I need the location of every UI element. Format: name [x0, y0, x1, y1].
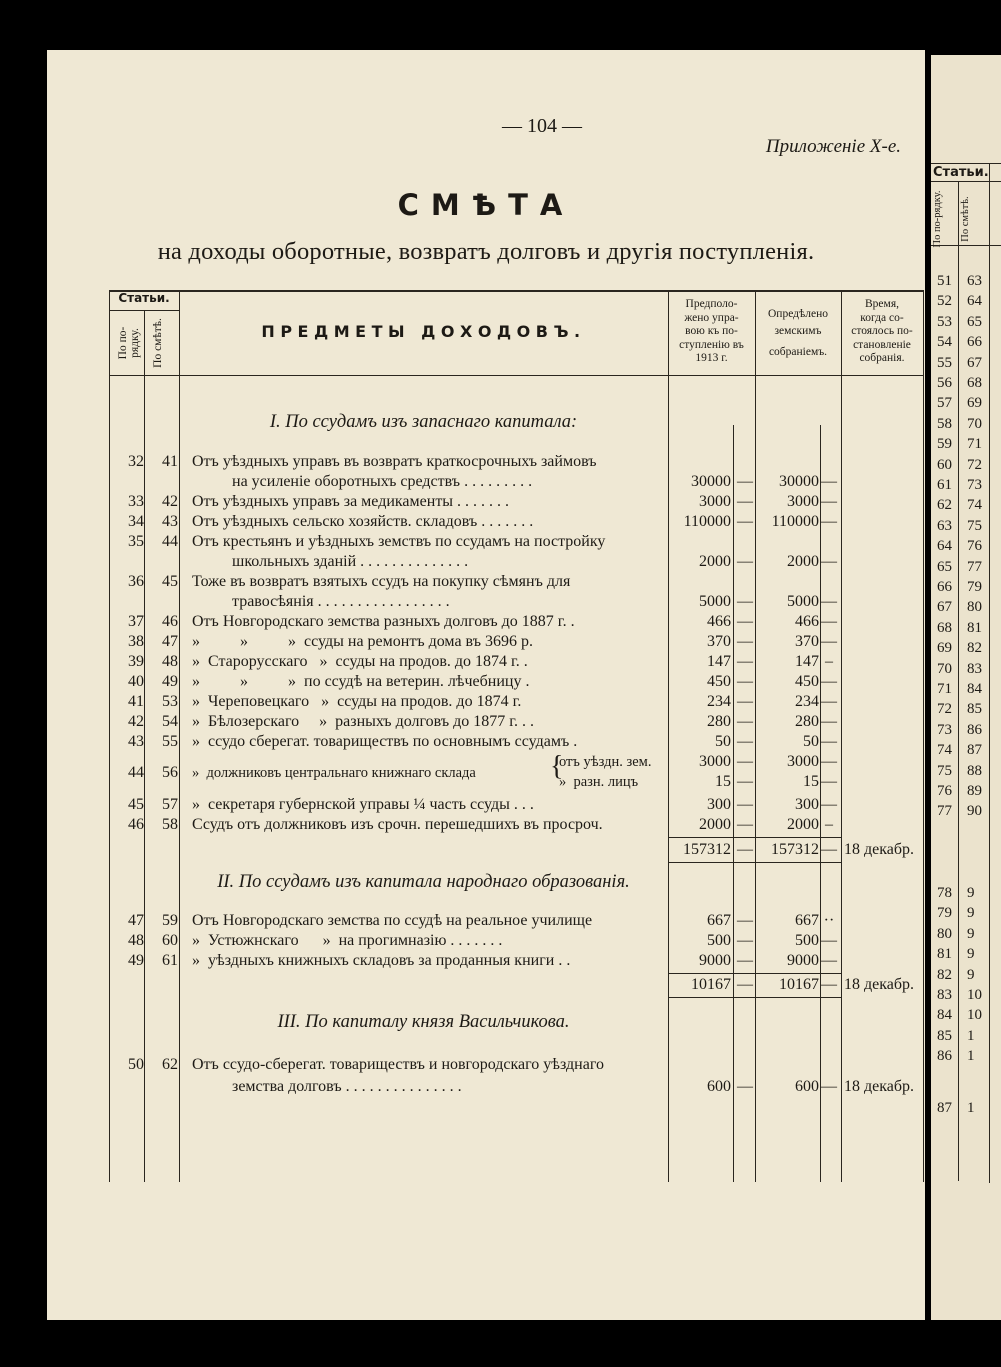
- strip-order-number: 74: [937, 742, 952, 759]
- table-row: [47, 911, 925, 931]
- row-determined-kop: —: [821, 613, 837, 630]
- row-order: 40: [128, 673, 144, 690]
- row-order: 34: [128, 513, 144, 530]
- strip-estimate-number: 9: [967, 925, 975, 942]
- strip-estimate-number: 64: [967, 293, 982, 310]
- row-proposed-kop: —: [737, 912, 753, 929]
- row-text: » Старорусскаго » ссуды на продов. до 1874 г. .: [192, 653, 528, 670]
- row-estimate: 57: [162, 796, 178, 813]
- row-determined: 2000: [787, 553, 819, 570]
- row-order: 49: [128, 952, 144, 969]
- total-proposed: 10167: [691, 976, 731, 993]
- strip-order-number: 57: [937, 395, 952, 412]
- row-proposed: 450: [707, 673, 731, 690]
- row-proposed: 600: [707, 1078, 731, 1095]
- row-determined: 3000: [787, 753, 819, 770]
- row-determined-kop: —: [821, 633, 837, 650]
- strip-order-number: 65: [937, 558, 952, 575]
- row-text: » Устюжнскаго » на прогимназію . . . . . . .: [192, 932, 503, 949]
- strip-estimate-number: 9: [967, 905, 975, 922]
- strip-estimate-number: 10: [967, 987, 982, 1003]
- table-row: [47, 692, 925, 712]
- row-proposed: 50: [715, 733, 731, 750]
- row-estimate: 54: [162, 713, 178, 730]
- strip-estimate-number: 85: [967, 701, 982, 718]
- strip-estimate-number: 70: [967, 415, 982, 432]
- row-proposed-kop: —: [737, 713, 753, 730]
- table-row: [47, 815, 925, 835]
- row-determined-kop: —: [821, 493, 837, 510]
- row-order: 43: [128, 733, 144, 750]
- row-estimate: 61: [162, 952, 178, 969]
- row-proposed-kop: —: [737, 952, 753, 969]
- total-date: 18 декабр.: [844, 841, 915, 858]
- row-determined: 30000: [779, 473, 819, 490]
- table-row: [47, 592, 925, 612]
- strip-order-number: 61: [937, 477, 952, 493]
- header-time-line: Время,: [865, 298, 899, 310]
- section-title: II. По ссудамъ изъ капитала народнаго образованія.: [217, 872, 630, 892]
- row-proposed: 2000: [699, 816, 731, 833]
- strip-estimate-number: 63: [967, 273, 982, 289]
- strip-col-rule: [989, 163, 990, 1183]
- row-determined: 300: [795, 796, 819, 813]
- row-determined: 50: [803, 733, 819, 750]
- table-row: [47, 492, 925, 512]
- row-determined-kop: —: [821, 713, 837, 730]
- row-estimate: 60: [162, 932, 178, 949]
- row-text: земства долговъ . . . . . . . . . . . . . . .: [232, 1078, 462, 1095]
- table-row: [47, 1055, 925, 1075]
- row-determined: 466: [795, 613, 819, 630]
- row-estimate: 47: [162, 633, 178, 650]
- header-time-line: стоялось по-: [851, 325, 913, 337]
- header-proposed-line: жено упра-: [684, 311, 739, 324]
- row-order: 42: [128, 713, 144, 730]
- row-estimate: 53: [162, 693, 178, 710]
- row-order: 39: [128, 653, 144, 670]
- brace-icon: {: [550, 751, 564, 782]
- row-text: Отъ крестьянъ и уѣздныхъ земствъ по ссудамъ на постройку: [192, 533, 606, 550]
- row-estimate: 55: [162, 733, 178, 750]
- row-proposed-kop: —: [737, 473, 753, 490]
- strip-order-number: 68: [937, 619, 952, 636]
- strip-estimate-number: 76: [967, 538, 982, 555]
- strip-order-number: 51: [937, 273, 952, 289]
- total-determined-kop: —: [821, 976, 837, 993]
- row-determined: 280: [795, 713, 819, 730]
- total-date: 18 декабр.: [844, 976, 915, 993]
- row-determined-kop: —: [821, 553, 837, 570]
- strip-order-number: 67: [937, 599, 952, 616]
- row-text: Отъ уѣздныхъ управъ за медикаменты . . . . . . .: [192, 493, 510, 510]
- row-determined-kop: —: [821, 693, 837, 710]
- strip-order-number: 86: [937, 1048, 952, 1065]
- row-determined-kop: —: [821, 513, 837, 530]
- header-proposed: [668, 298, 755, 366]
- row-text: » должниковъ центральнаго книжнаго склада: [192, 765, 476, 781]
- row-text: » ссудо сберегат. товариществъ по основнымъ ссудамъ .: [192, 733, 578, 750]
- strip-rule: [931, 163, 1001, 164]
- strip-order-number: 71: [937, 681, 952, 697]
- strip-estimate-number: 9: [967, 885, 975, 901]
- row-determined: 5000: [787, 593, 819, 610]
- row-determined: 600: [795, 1078, 819, 1095]
- row-determined-kop: —: [821, 753, 837, 770]
- strip-estimate-number: 83: [967, 660, 982, 677]
- row-estimate: 58: [162, 816, 178, 833]
- strip-by-order: По по-рядку.: [932, 190, 943, 248]
- strip-order-number: 53: [937, 313, 952, 330]
- row-proposed: 667: [707, 912, 731, 929]
- row-proposed-kop: —: [737, 693, 753, 710]
- row-determined: 110000: [771, 513, 819, 530]
- strip-order-number: 66: [937, 579, 952, 595]
- row-determined: 9000: [787, 952, 819, 969]
- strip-estimate-number: 77: [967, 558, 982, 575]
- row-text: Отъ ссудо-сберегат. товариществъ и новгородскаго уѣзднаго: [192, 1056, 604, 1073]
- subtotal-rule: [668, 997, 841, 998]
- table-row: [47, 552, 925, 572]
- row-text: Отъ уѣздныхъ сельско хозяйств. складовъ . . . . . . .: [192, 513, 534, 530]
- strip-estimate-number: 72: [967, 456, 982, 473]
- row-order: 33: [128, 493, 144, 510]
- row-text: Отъ Новгородскаго земства разныхъ долговъ до 1887 г. .: [192, 613, 575, 630]
- table-row-total: [47, 840, 925, 860]
- strip-order-number: 84: [937, 1007, 952, 1024]
- row-proposed-kop: —: [737, 513, 753, 530]
- table-row: [47, 652, 925, 672]
- strip-order-number: 52: [937, 293, 952, 310]
- row-proposed-kop: —: [737, 633, 753, 650]
- row-text: Ссудъ отъ должниковъ изъ срочн. перешедшихъ въ просроч.: [192, 816, 603, 833]
- row-determined-kop: —: [821, 733, 837, 750]
- row-proposed: 466: [707, 613, 731, 630]
- row-proposed: 15: [715, 773, 731, 790]
- strip-by-estimate: По смѣтѣ.: [960, 196, 971, 242]
- table-row: [47, 472, 925, 492]
- row-determined: 500: [795, 932, 819, 949]
- total-determined: 157312: [771, 841, 819, 858]
- strip-estimate-number: 68: [967, 375, 982, 391]
- row-order: 37: [128, 613, 144, 630]
- row-determined: 3000: [787, 493, 819, 510]
- strip-estimate-number: 90: [967, 803, 982, 820]
- header-proposed-line: ступленію въ: [679, 338, 744, 351]
- strip-order-number: 55: [937, 354, 952, 371]
- header-articles: Статьи.: [118, 291, 170, 305]
- row-determined-kop: —: [821, 1078, 837, 1095]
- row-proposed-kop: —: [737, 816, 753, 833]
- table-row: [47, 512, 925, 532]
- header-time-line: становленіе: [853, 338, 911, 351]
- row-proposed-kop: —: [737, 1078, 753, 1095]
- strip-order-number: 83: [937, 987, 952, 1003]
- strip-estimate-number: 79: [967, 579, 982, 595]
- row-proposed: 9000: [699, 952, 731, 969]
- row-order: 35: [128, 533, 144, 550]
- strip-estimate-number: 87: [967, 742, 982, 759]
- row-estimate: 56: [162, 764, 178, 781]
- row-determined-kop: –: [825, 816, 833, 833]
- document-page: [47, 50, 925, 1320]
- strip-order-number: 82: [937, 966, 952, 983]
- subtotal-rule: [668, 862, 841, 863]
- strip-order-number: 69: [937, 640, 952, 657]
- row-text: » » » по ссудѣ на ветерин. лѣчебницу .: [192, 673, 530, 690]
- row-subtext: отъ уѣздн. зем.: [559, 754, 652, 770]
- strip-estimate-number: 65: [967, 313, 982, 330]
- strip-header: Статьи.: [933, 165, 989, 180]
- total-determined: 10167: [779, 976, 819, 993]
- strip-order-number: 87: [937, 1100, 952, 1116]
- strip-estimate-number: 66: [967, 334, 982, 351]
- header-determined-line: земскимъ: [774, 325, 822, 337]
- strip-order-number: 81: [937, 946, 952, 963]
- row-estimate: 45: [162, 573, 178, 590]
- strip-order-number: 76: [937, 783, 952, 799]
- row-estimate: 46: [162, 613, 178, 630]
- row-order: 45: [128, 796, 144, 813]
- row-estimate: 48: [162, 653, 178, 670]
- row-order: 36: [128, 573, 144, 590]
- section-title: III. По капиталу князя Васильчикова.: [277, 1012, 570, 1032]
- row-estimate: 62: [162, 1056, 178, 1073]
- row-text: » уѣздныхъ книжныхъ складовъ за проданныя книги . .: [192, 952, 571, 969]
- header-bottom-rule: [109, 375, 924, 376]
- strip-order-number: 75: [937, 762, 952, 779]
- strip-estimate-number: 86: [967, 721, 982, 738]
- strip-order-number: 63: [937, 517, 952, 534]
- header-time: [841, 298, 923, 366]
- strip-order-number: 60: [937, 456, 952, 473]
- row-determined-kop: —: [821, 673, 837, 690]
- strip-order-number: 73: [937, 721, 952, 738]
- row-proposed-kop: —: [737, 493, 753, 510]
- row-text: » секретаря губернской управы ¼ часть ссуды . . .: [192, 796, 534, 813]
- row-estimate: 43: [162, 513, 178, 530]
- row-proposed: 300: [707, 796, 731, 813]
- strip-order-number: 70: [937, 660, 952, 677]
- row-text: школьныхъ зданій . . . . . . . . . . . . . .: [232, 553, 469, 570]
- section-title: I. По ссудамъ изъ запаснаго капитала:: [269, 412, 578, 432]
- row-order: 48: [128, 932, 144, 949]
- strip-estimate-number: 89: [967, 783, 982, 799]
- row-estimate: 41: [162, 453, 178, 470]
- row-estimate: 44: [162, 533, 178, 550]
- table-row: [47, 712, 925, 732]
- row-text: Отъ уѣздныхъ управъ въ возвратъ краткосрочныхъ займовъ: [192, 453, 597, 470]
- row-text: Отъ Новгородскаго земства по ссудѣ на реальное училище: [192, 912, 593, 929]
- row-date: 18 декабр.: [844, 1078, 915, 1095]
- row-determined: 667: [795, 912, 819, 929]
- row-proposed: 3000: [699, 493, 731, 510]
- strip-order-number: 72: [937, 701, 952, 718]
- row-estimate: 59: [162, 912, 178, 929]
- strip-estimate-number: 73: [967, 477, 982, 493]
- row-determined-kop: –: [825, 653, 833, 670]
- page-subtitle: на доходы оборотные, возвратъ долговъ и другія поступленія.: [157, 238, 815, 265]
- row-determined-kop: —: [821, 773, 837, 790]
- row-text: » Череповецкаго » ссуды на продов. до 1874 г.: [192, 693, 522, 710]
- table-row-total: [47, 975, 925, 995]
- header-proposed-line: 1913 г.: [695, 352, 728, 364]
- row-proposed-kop: —: [737, 733, 753, 750]
- row-text: на усиленіе оборотныхъ средствъ . . . . . . . . .: [232, 473, 533, 490]
- strip-rule: [931, 245, 1001, 246]
- row-text: травосѣянія . . . . . . . . . . . . . . . . .: [232, 593, 450, 610]
- strip-estimate-number: 9: [967, 946, 975, 963]
- total-proposed: 157312: [683, 841, 731, 858]
- row-proposed: 147: [707, 653, 731, 670]
- strip-order-number: 58: [937, 415, 952, 432]
- header-proposed-line: вою къ по-: [685, 325, 738, 337]
- row-determined: 370: [795, 633, 819, 650]
- strip-order-number: 62: [937, 497, 952, 514]
- row-proposed-kop: —: [737, 773, 753, 790]
- table-row: [47, 572, 925, 592]
- subtotal-rule: [668, 973, 841, 974]
- strip-rule: [931, 181, 1001, 182]
- row-determined-kop: —: [821, 932, 837, 949]
- table-row: [47, 532, 925, 552]
- row-proposed: 110000: [683, 513, 731, 530]
- row-determined-kop: —: [821, 952, 837, 969]
- row-proposed: 280: [707, 713, 731, 730]
- row-proposed: 3000: [699, 753, 731, 770]
- header-proposed-line: Предполо-: [685, 298, 738, 310]
- strip-estimate-number: 10: [967, 1007, 982, 1024]
- row-estimate: 42: [162, 493, 178, 510]
- header-by-order: По по-рядку.: [117, 326, 141, 360]
- row-subtext: » разн. лицъ: [559, 774, 639, 790]
- row-determined: 2000: [787, 816, 819, 833]
- row-order: 50: [128, 1056, 144, 1073]
- page-title: СМѢТА: [397, 188, 575, 222]
- row-determined-kop: —: [821, 473, 837, 490]
- strip-order-number: 78: [937, 885, 952, 901]
- row-proposed: 234: [707, 693, 731, 710]
- table-row: [47, 632, 925, 652]
- strip-estimate-number: 71: [967, 436, 982, 453]
- strip-estimate-number: 1: [967, 1027, 975, 1044]
- header-by-estimate: По смѣтѣ.: [152, 318, 164, 368]
- row-proposed-kop: —: [737, 753, 753, 770]
- table-top-rule: [109, 290, 924, 292]
- table-row: [47, 612, 925, 632]
- strip-estimate-number: 88: [967, 762, 982, 779]
- page-number: — 104 —: [502, 115, 582, 137]
- strip-estimate-number: 80: [967, 599, 982, 616]
- row-text: » » » ссуды на ремонтъ дома въ 3696 р.: [192, 633, 533, 650]
- row-order: 38: [128, 633, 144, 650]
- row-determined-kop: —: [821, 593, 837, 610]
- row-proposed: 2000: [699, 553, 731, 570]
- strip-estimate-number: 67: [967, 354, 982, 371]
- strip-order-number: 59: [937, 436, 952, 453]
- total-proposed-kop: —: [737, 976, 753, 993]
- strip-estimate-number: 1: [967, 1100, 975, 1116]
- strip-estimate-number: 1: [967, 1048, 975, 1065]
- row-determined: 234: [795, 693, 819, 710]
- strip-col-rule: [958, 181, 959, 1181]
- strip-order-number: 56: [937, 375, 952, 391]
- row-order: 41: [128, 693, 144, 710]
- row-estimate: 49: [162, 673, 178, 690]
- table-row: [47, 795, 925, 815]
- strip-order-number: 85: [937, 1027, 952, 1044]
- row-proposed-kop: —: [737, 932, 753, 949]
- row-proposed-kop: —: [737, 653, 753, 670]
- row-order: 46: [128, 816, 144, 833]
- strip-estimate-number: 69: [967, 395, 982, 412]
- table-row: [47, 931, 925, 951]
- row-determined-kop: ··: [823, 912, 835, 929]
- row-proposed-kop: —: [737, 673, 753, 690]
- subtotal-rule: [668, 837, 841, 838]
- row-text: » Бѣлозерскаго » разныхъ долговъ до 1877 г. . .: [192, 713, 534, 730]
- header-determined-line: Опредѣлено: [767, 308, 828, 320]
- appendix-label: Приложеніе X-е.: [765, 136, 901, 157]
- strip-order-number: 77: [937, 803, 952, 820]
- row-determined-kop: —: [821, 796, 837, 813]
- header-determined-line: собраніемъ.: [768, 346, 828, 358]
- header-time-line: собранія.: [859, 352, 905, 364]
- table-row: [47, 452, 925, 472]
- table-row: [47, 951, 925, 971]
- row-text: Тоже въ возвратъ взятыхъ ссудъ на покупку сѣмянъ для: [192, 573, 571, 590]
- row-proposed: 370: [707, 633, 731, 650]
- row-proposed-kop: —: [737, 553, 753, 570]
- row-order: 32: [128, 453, 144, 470]
- header-time-line: когда со-: [860, 311, 904, 324]
- strip-order-number: 80: [937, 925, 952, 942]
- strip-estimate-number: 82: [967, 640, 982, 657]
- strip-estimate-number: 75: [967, 517, 982, 534]
- row-proposed-kop: —: [737, 613, 753, 630]
- row-order: 47: [128, 912, 144, 929]
- strip-order-number: 79: [937, 905, 952, 922]
- next-page-strip: [931, 55, 1001, 1320]
- row-proposed: 5000: [699, 593, 731, 610]
- strip-order-number: 64: [937, 538, 952, 555]
- table-row: [47, 672, 925, 692]
- header-items: ПРЕДМЕТЫ ДОХОДОВЪ.: [261, 322, 586, 341]
- row-proposed-kop: —: [737, 796, 753, 813]
- table-row: [47, 732, 925, 752]
- row-proposed: 30000: [691, 473, 731, 490]
- row-proposed: 500: [707, 932, 731, 949]
- strip-estimate-number: 74: [967, 497, 982, 514]
- strip-estimate-number: 84: [967, 681, 982, 697]
- table-row: [47, 1077, 925, 1097]
- row-order: 44: [128, 764, 144, 781]
- strip-estimate-number: 81: [967, 619, 982, 636]
- total-determined-kop: —: [821, 841, 837, 858]
- header-determined: [755, 306, 841, 361]
- row-determined: 450: [795, 673, 819, 690]
- row-proposed-kop: —: [737, 593, 753, 610]
- table-row: [47, 772, 925, 792]
- strip-estimate-number: 9: [967, 966, 975, 983]
- strip-order-number: 54: [937, 334, 952, 351]
- total-proposed-kop: —: [737, 841, 753, 858]
- row-determined: 15: [803, 773, 819, 790]
- row-determined: 147: [795, 653, 819, 670]
